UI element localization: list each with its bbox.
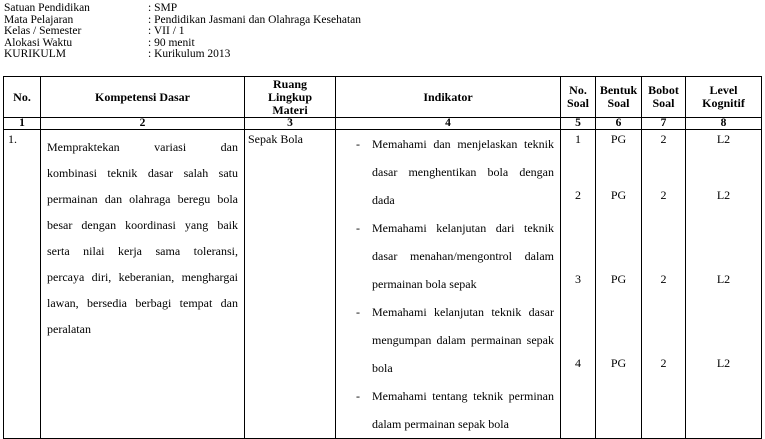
bentuk-soal-value: PG (610, 132, 627, 146)
kompetensi-dasar-cell (41, 130, 245, 439)
col-number: 1 (4, 118, 41, 130)
indikator-item-3 (336, 298, 560, 382)
header-no-soal: No. Soal (561, 77, 596, 118)
header-value: : Pendidikan Jasmani dan Olahraga Kesehatan (148, 13, 362, 26)
header-value: : 90 menit (148, 36, 195, 49)
header-value: : Kurikulum 2013 (148, 48, 231, 60)
document-header (4, 3, 361, 61)
header-bentuk-soal: Bentuk Soal (596, 77, 642, 118)
bullet-dash: - (356, 305, 360, 319)
bobot-soal-value: 2 (660, 356, 667, 370)
level-kognitif-value: L2 (716, 132, 731, 146)
ruang-lingkup-cell: Sepak Bola (245, 130, 336, 439)
no-soal-value: 1 (575, 132, 581, 146)
bobot-soal-value: 2 (660, 132, 667, 146)
indikator-line: Memahami kelanjutan dari teknik (372, 221, 554, 235)
kisi-kisi-table (3, 76, 762, 439)
kd-line: serta nilai kerja sama toleransi, (47, 244, 238, 258)
header-no: No. (4, 77, 41, 118)
header-value: : VII / 1 (148, 25, 185, 37)
bentuk-soal-cell (596, 130, 642, 439)
no-soal-value: 4 (575, 356, 581, 370)
bullet-dash: - (356, 137, 360, 151)
indikator-item-4 (336, 382, 560, 438)
indikator-line: Memahami dan menjelaskan teknik (372, 137, 554, 151)
indikator-line: mengumpan dalam permainan sepak (372, 333, 554, 347)
header-label: Alokasi Waktu (4, 36, 73, 49)
bentuk-soal-value: PG (610, 356, 627, 370)
table-row (4, 130, 762, 439)
bullet-dash: - (356, 389, 360, 403)
level-kognitif-cell (686, 130, 762, 439)
bobot-soal-cell (642, 130, 686, 439)
col-number: 8 (686, 118, 762, 130)
bentuk-soal-value: PG (610, 188, 627, 202)
header-bobot-soal: Bobot Soal (642, 77, 686, 118)
indikator-item-1 (336, 130, 560, 214)
level-kognitif-value: L2 (716, 272, 731, 286)
no-soal-cell (561, 130, 596, 439)
col-number: 3 (245, 118, 336, 130)
col-number: 6 (596, 118, 642, 130)
bobot-soal-value: 2 (660, 188, 667, 202)
indikator-item-2 (336, 214, 560, 298)
kd-line: besar dengan koordinasi yang baik (47, 218, 238, 232)
col-number: 5 (561, 118, 596, 130)
bobot-soal-value: 2 (660, 272, 667, 286)
bentuk-soal-value: PG (610, 272, 627, 286)
header-value: : SMP (148, 2, 178, 14)
indikator-line: dasar menahan/mengontrol dalam (372, 249, 554, 263)
indikator-line: permainan bola sepak (372, 277, 477, 291)
header-level-kognitif: Level Kognitif (686, 77, 762, 118)
level-kognitif-value: L2 (716, 356, 731, 370)
kd-line: peralatan (47, 322, 91, 336)
kd-line: percaya diri, keberanian, menghargai (47, 270, 238, 284)
header-indikator: Indikator (336, 77, 561, 118)
header-label: Mata Pelajaran (4, 13, 74, 26)
indikator-line: Memahami tentang teknik perminan (372, 389, 554, 403)
kd-line: Mempraktekan variasi dan (47, 140, 238, 154)
kd-line: kombinasi teknik dasar salah satu (47, 166, 238, 180)
header-label: Satuan Pendidikan (4, 2, 90, 14)
kd-line: permainan dan olahraga beregu bola (47, 192, 238, 206)
header-label: KURIKULM (4, 48, 66, 60)
col-number: 2 (41, 118, 245, 130)
indikator-line: bola (372, 361, 393, 375)
col-number: 4 (336, 118, 561, 130)
header-label: Kelas / Semester (4, 25, 82, 37)
column-number-row (4, 118, 762, 130)
table-header-row (4, 77, 762, 118)
no-soal-value: 2 (575, 188, 581, 202)
indikator-line: dasar menghentikan bola dengan dada (372, 165, 554, 207)
header-kompetensi-dasar: Kompetensi Dasar (41, 77, 245, 118)
level-kognitif-value: L2 (716, 188, 731, 202)
indikator-cell (336, 130, 561, 439)
header-ruang-lingkup: Ruang Lingkup Materi (245, 77, 336, 118)
row-number: 1. (4, 130, 41, 439)
kd-line: lawan, bersedia berbagi tempat dan (47, 296, 238, 310)
bullet-dash: - (356, 221, 360, 235)
indikator-line: dalam permainan sepak bola (372, 417, 509, 431)
indikator-line: Memahami kelanjutan teknik dasar (372, 305, 554, 319)
no-soal-value: 3 (575, 272, 581, 286)
header-row-kurikulum (4, 49, 361, 61)
col-number: 7 (642, 118, 686, 130)
